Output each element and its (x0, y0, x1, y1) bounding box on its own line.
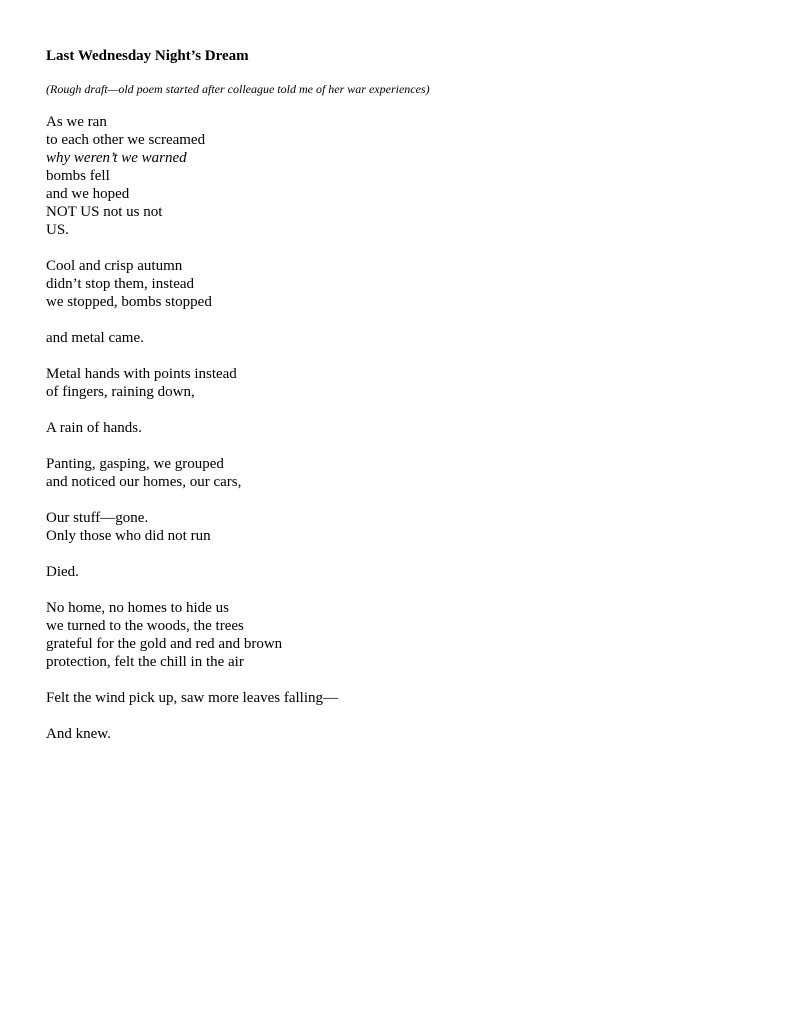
poem-line: bombs fell (46, 168, 110, 184)
poem-stanza (46, 689, 746, 707)
poem-line: protection, felt the chill in the air (46, 654, 244, 670)
poem-stanza (46, 419, 746, 437)
poem-line: Felt the wind pick up, saw more leaves falling— (46, 690, 339, 706)
poem-line: As we ran (46, 114, 107, 130)
poem-line: Our stuff—gone. (46, 510, 149, 526)
poem-line: Metal hands with points instead (46, 366, 237, 382)
poem-line: US. (46, 222, 69, 238)
poem-line: why weren’t we warned (46, 150, 187, 166)
draft-note: (Rough draft—old poem started after colleague told me of her war experiences) (46, 82, 430, 96)
poem-line: Only those who did not run (46, 528, 211, 544)
poem-body (46, 113, 746, 743)
poem-line: grateful for the gold and red and brown (46, 636, 283, 652)
poem-line: Cool and crisp autumn (46, 258, 183, 274)
poem-line: Panting, gasping, we grouped (46, 456, 224, 472)
poem-stanza (46, 365, 746, 401)
poem-line: and we hoped (46, 186, 130, 202)
poem-line: to each other we screamed (46, 132, 206, 148)
poem-line: A rain of hands. (46, 420, 142, 436)
poem-line: and metal came. (46, 330, 144, 346)
poem-stanza (46, 725, 746, 743)
poem-stanza (46, 599, 746, 671)
poem-title: Last Wednesday Night’s Dream (46, 48, 249, 64)
poem-stanza (46, 329, 746, 347)
poem-stanza (46, 113, 746, 239)
poem-stanza (46, 455, 746, 491)
poem-line: And knew. (46, 726, 111, 742)
poem-stanza (46, 563, 746, 581)
poem-stanza (46, 257, 746, 311)
poem-line: of fingers, raining down, (46, 384, 195, 400)
document-content (46, 47, 746, 761)
poem-line: NOT US not us not (46, 204, 163, 220)
poem-line: Died. (46, 564, 79, 580)
poem-line: and noticed our homes, our cars, (46, 474, 242, 490)
poem-line: we turned to the woods, the trees (46, 618, 244, 634)
poem-stanza (46, 509, 746, 545)
poem-line: didn’t stop them, instead (46, 276, 195, 292)
poem-line: No home, no homes to hide us (46, 600, 229, 616)
poem-line: we stopped, bombs stopped (46, 294, 212, 310)
